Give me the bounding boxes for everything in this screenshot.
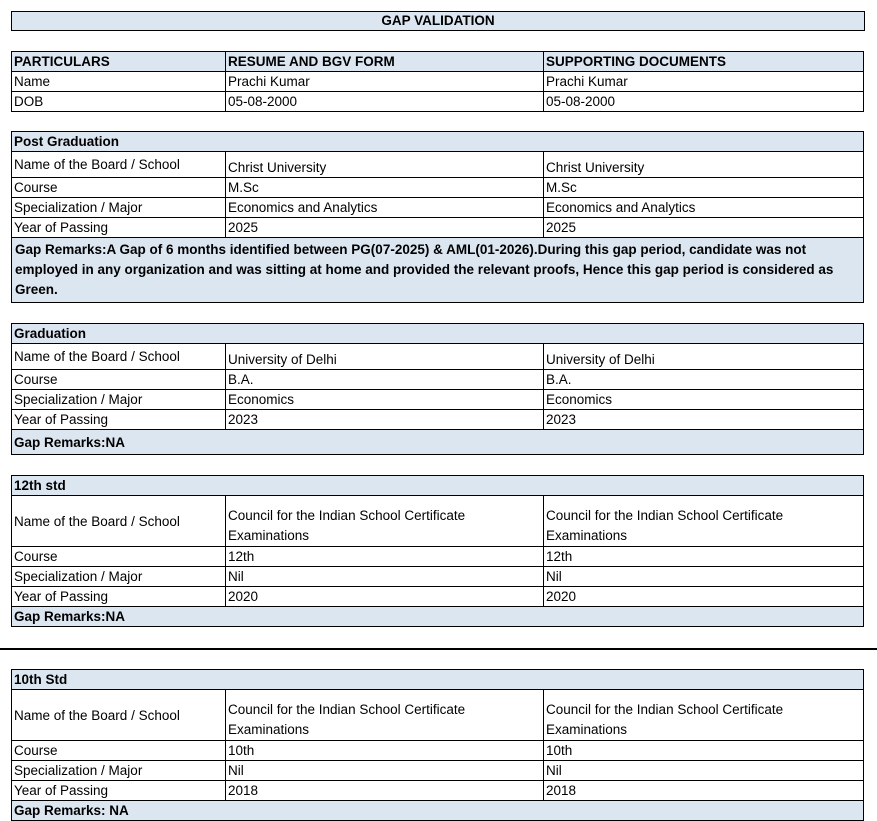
table-row [12,72,864,92]
documents-value: 10th [544,741,864,761]
row-label: Name of the Board / School [12,344,226,370]
table-row [12,178,864,198]
personal-info-table [11,51,863,112]
row-label: Name of the Board / School [12,496,226,547]
row-label: Name [12,72,226,92]
section-heading: 10th Std [12,670,864,690]
gap-remarks: Gap Remarks:A Gap of 6 months identified between PG(07-2025) & AML(01-2026).During this gap period, candidate was not employed in any organization and was sitting at home and provided the relevant proofs, Hence this gap period is considered as Green. [12,238,864,303]
row-label: Specialization / Major [12,761,226,781]
table-row [12,741,864,761]
documents-value: Christ University [544,152,864,178]
column-header-resume: RESUME AND BGV FORM [226,52,544,72]
table-row [12,390,864,410]
table-row [12,152,864,178]
resume-value: Christ University [226,152,544,178]
documents-value: Nil [544,567,864,587]
documents-value: 2023 [544,410,864,430]
resume-value: Economics and Analytics [226,198,544,218]
table-row [12,587,864,607]
table-row [12,370,864,390]
resume-value: B.A. [226,370,544,390]
section-heading: Post Graduation [12,132,864,152]
page-title: GAP VALIDATION [11,11,865,31]
resume-value: University of Delhi [226,344,544,370]
table-row [12,496,864,547]
documents-value: Economics and Analytics [544,198,864,218]
table-row [12,198,864,218]
resume-value: 2018 [226,781,544,801]
row-label: Year of Passing [12,587,226,607]
table-row [12,781,864,801]
row-label: Course [12,178,226,198]
resume-value: 12th [226,547,544,567]
table-row [12,690,864,741]
resume-value: Economics [226,390,544,410]
resume-value: Nil [226,567,544,587]
row-label: Year of Passing [12,218,226,238]
resume-value: 2025 [226,218,544,238]
row-label: Course [12,547,226,567]
table-row [12,92,864,112]
table-row [12,761,864,781]
documents-value: 2020 [544,587,864,607]
row-label: Name of the Board / School [12,152,226,178]
section-heading: 12th std [12,476,864,496]
documents-value: 2018 [544,781,864,801]
documents-value: Council for the Indian School Certificate Examinations [544,496,864,547]
table-row [12,218,864,238]
column-header-row [12,52,864,72]
table-row [12,410,864,430]
resume-value: Council for the Indian School Certificate Examinations [226,496,544,547]
gap-remarks: Gap Remarks:NA [12,607,864,627]
table-row [12,344,864,370]
column-header-documents: SUPPORTING DOCUMENTS [544,52,864,72]
section-divider [0,648,877,650]
row-label: Course [12,370,226,390]
row-label: Course [12,741,226,761]
gap-remarks: Gap Remarks: NA [12,801,864,821]
graduation-section [11,323,863,455]
table-row [12,567,864,587]
tenth-std-section [11,669,863,821]
resume-value: 2020 [226,587,544,607]
section-heading: Graduation [12,324,864,344]
documents-value: 2025 [544,218,864,238]
row-label: DOB [12,92,226,112]
documents-value: M.Sc [544,178,864,198]
documents-value: 12th [544,547,864,567]
resume-value: Nil [226,761,544,781]
twelfth-std-section [11,475,863,627]
documents-value: Prachi Kumar [544,72,864,92]
documents-value: 05-08-2000 [544,92,864,112]
table-row [12,547,864,567]
resume-value: 10th [226,741,544,761]
column-header-particulars: PARTICULARS [12,52,226,72]
resume-value: 2023 [226,410,544,430]
documents-value: Council for the Indian School Certificate Examinations [544,690,864,741]
row-label: Specialization / Major [12,567,226,587]
row-label: Name of the Board / School [12,690,226,741]
row-label: Specialization / Major [12,198,226,218]
gap-remarks: Gap Remarks:NA [12,430,864,455]
row-label: Year of Passing [12,781,226,801]
resume-value: Prachi Kumar [226,72,544,92]
row-label: Specialization / Major [12,390,226,410]
resume-value: M.Sc [226,178,544,198]
resume-value: Council for the Indian School Certificate Examinations [226,690,544,741]
post-graduation-section [11,131,863,303]
resume-value: 05-08-2000 [226,92,544,112]
documents-value: University of Delhi [544,344,864,370]
documents-value: B.A. [544,370,864,390]
row-label: Year of Passing [12,410,226,430]
documents-value: Nil [544,761,864,781]
documents-value: Economics [544,390,864,410]
